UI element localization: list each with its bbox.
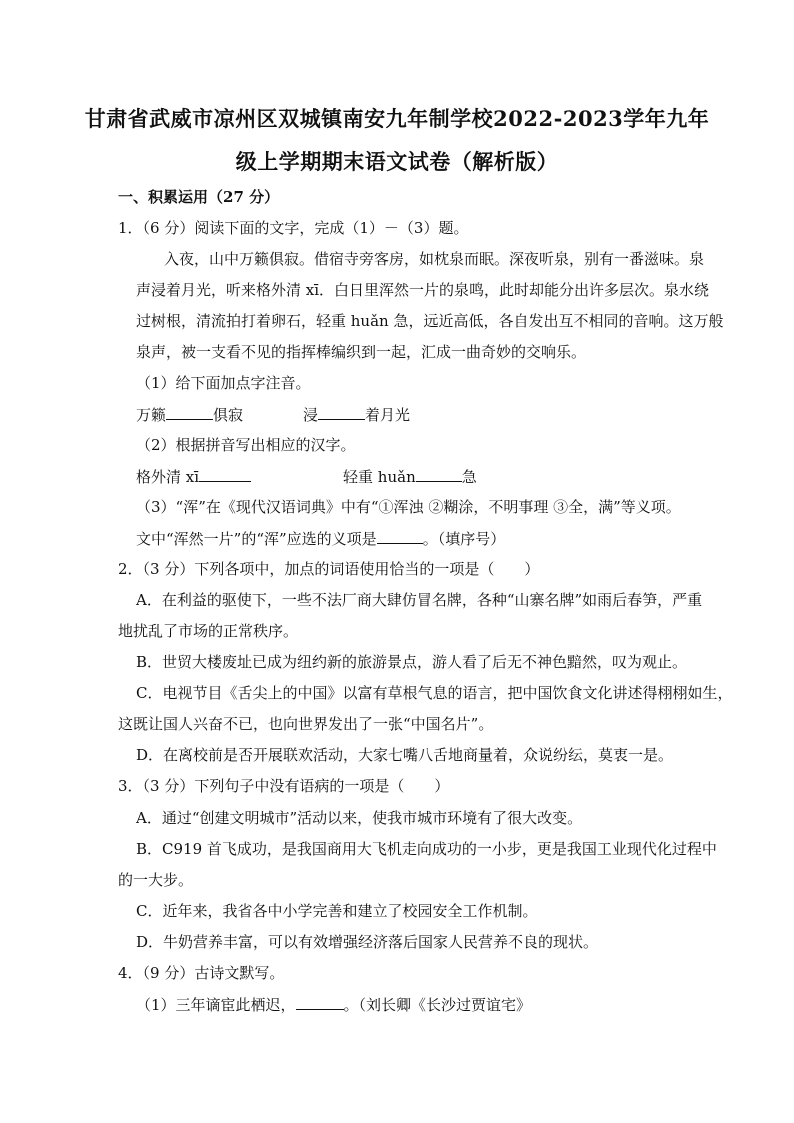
q1-passage-line4: 泉声，被一支看不见的指挥棒编织到一起，汇成一曲奇妙的交响乐。	[136, 343, 587, 361]
q4-sub1	[136, 994, 531, 1015]
q1-passage-line3: 过树根，清流拍打着卵石，轻重 huǎn 急，远近高低，各自发出互不相同的音响。这万般	[136, 312, 724, 330]
sub2-a: 格外清 xī	[136, 468, 200, 486]
q1-sub1-prompt: （1）给下面加点字注音。	[136, 374, 311, 392]
q2-option-a-line1: A．在利益的驱使下，一些不法厂商大肆仿冒名牌，各种“山寨名牌”如雨后春笋，严重	[136, 591, 703, 609]
answer-blank[interactable]	[296, 994, 344, 1010]
sub3-suffix: 。（填序号）	[422, 530, 506, 548]
sub2-b-suffix: 急	[461, 468, 477, 486]
q3-option-d: D．牛奶营养丰富，可以有效增强经济落后国家人民营养不良的现状。	[136, 933, 599, 951]
q1-sub3-line2	[136, 528, 505, 549]
q4-sub1-suffix: 。（刘长卿《长沙过贾谊宅》	[343, 996, 532, 1014]
q2-option-d: D．在离校前是否开展联欢活动，大家七嘴八舌地商量着，众说纷纭，莫衷一是。	[136, 746, 674, 764]
q4-stem: 4．（9 分）古诗文默写。	[118, 964, 285, 982]
q1-stem: 1．（6 分）阅读下面的文字，完成（1）－（3）题。	[118, 219, 469, 237]
answer-blank[interactable]	[199, 466, 251, 482]
answer-blank[interactable]	[416, 466, 462, 482]
q3-option-a: A．通过“创建文明城市”活动以来，使我市城市环境有了很大改变。	[136, 809, 583, 827]
section-heading: 一、积累运用（27 分）	[118, 188, 280, 206]
q2-option-b: B．世贸大楼废址已成为纽约新的旅游景点，游人看了后无不神色黯然，叹为观止。	[136, 653, 688, 671]
q2-option-a-line2: 地扰乱了市场的正常秩序。	[118, 622, 299, 640]
document-title-line2: 级上学期期末语文试卷（解析版）	[235, 149, 559, 174]
sub1-b-prefix: 浸	[303, 406, 319, 424]
q1-passage-line2: 声浸着月光，听来格外清 xī．白日里浑然一片的泉鸣，此时却能分出许多层次。泉水绕	[136, 281, 710, 299]
q3-option-b-line1: B．C919 首飞成功，是我国商用大飞机走向成功的一小步，更是我国工业现代化过程中	[136, 840, 717, 858]
document-title-line1: 甘肃省武威市凉州区双城镇南安九年制学校2022-2023学年九年	[84, 106, 710, 131]
q3-stem: 3．（3 分）下列句子中没有语病的一项是（ ）	[118, 777, 450, 795]
sub1-a-suffix: 俱寂	[213, 406, 244, 424]
q1-passage-line1: 入夜，山中万籁俱寂。借宿寺旁客房，如枕泉而眠。深夜听泉，别有一番滋味。泉	[164, 250, 705, 268]
sub1-a-prefix: 万籁	[136, 406, 167, 424]
q2-option-c-line1: C．电视节目《舌尖上的中国》以富有草根气息的语言，把中国饮食文化讲述得栩栩如生，	[136, 684, 733, 702]
q2-stem: 2．（3 分）下列各项中，加点的词语使用恰当的一项是（ ）	[118, 560, 540, 578]
sub2-b-prefix: 轻重 huǎn	[343, 468, 416, 486]
q1-sub2-items	[136, 466, 477, 487]
q2-option-c-line2: 这既让国人兴奋不已，也向世界发出了一张“中国名片”。	[118, 715, 494, 733]
answer-blank[interactable]	[166, 404, 213, 420]
answer-blank[interactable]	[377, 528, 423, 544]
q3-option-b-line2: 的一大步。	[118, 871, 194, 889]
answer-blank[interactable]	[318, 404, 365, 420]
q3-option-c: C．近年来，我省各中小学完善和建立了校园安全工作机制。	[136, 902, 538, 920]
sub1-b-suffix: 着月光	[365, 406, 411, 424]
q4-sub1-prefix: （1）三年谪宦此栖迟，	[136, 996, 296, 1014]
q1-sub2-prompt: （2）根据拼音写出相应的汉字。	[136, 436, 356, 454]
sub3-prefix: 文中“浑然一片”的“浑”应选的义项是	[136, 530, 377, 548]
q1-sub1-items	[136, 404, 410, 425]
q1-sub3-line1: （3）“浑”在《现代汉语词典》中有“①浑浊 ②糊涂，不明事理 ③全，满”等义项。	[136, 498, 681, 516]
